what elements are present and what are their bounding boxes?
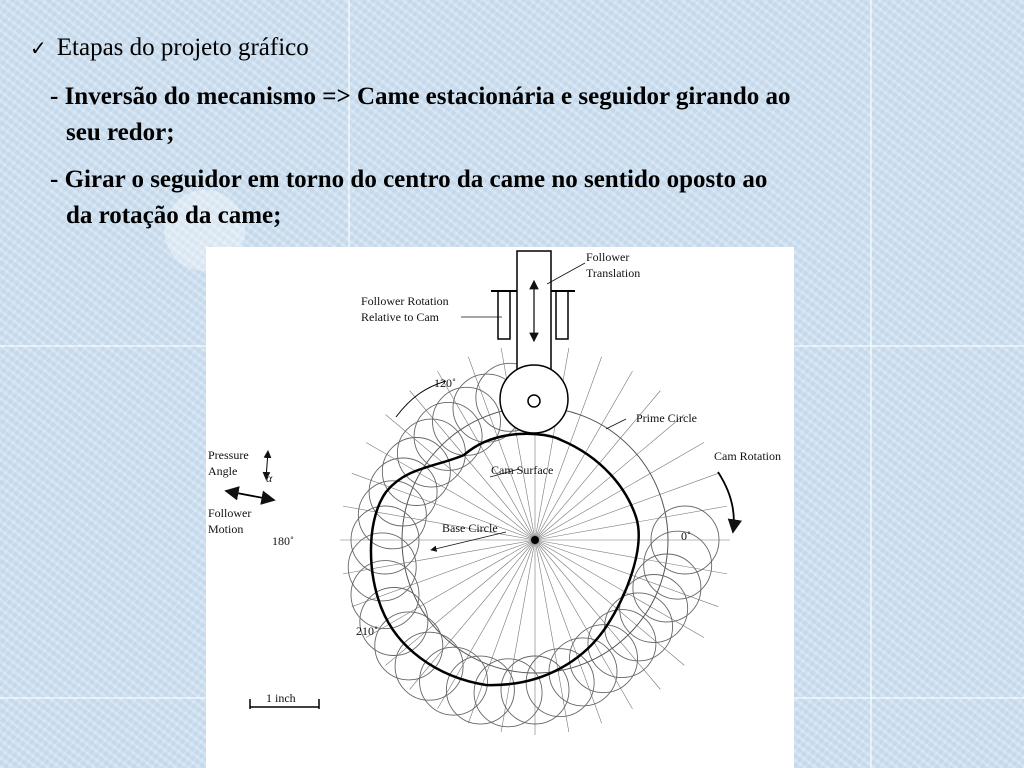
label-follower-translation: Translation bbox=[586, 266, 641, 280]
label-cam-surface: Cam Surface bbox=[491, 463, 554, 477]
cam-rotation-arrow bbox=[718, 472, 734, 532]
label-follower-motion: Motion bbox=[208, 522, 244, 536]
label-cam-rotation: Cam Rotation bbox=[714, 449, 781, 463]
step-line: seu redor; bbox=[66, 119, 175, 146]
radial-line bbox=[410, 540, 535, 689]
radial-line bbox=[535, 415, 684, 540]
step-line: - Inversão do mecanismo => Came estacionária e seguidor girando ao bbox=[50, 83, 791, 110]
cam-center bbox=[531, 536, 539, 544]
bullet-text: Etapas do projeto gráfico bbox=[56, 34, 309, 61]
label-follower-translation: Follower bbox=[586, 250, 630, 264]
label-alpha: α bbox=[266, 471, 273, 485]
label-follower-rotation: Relative to Cam bbox=[361, 310, 439, 324]
follower-roller bbox=[500, 365, 568, 433]
step-line: - Girar o seguidor em torno do centro da came no sentido oposto ao bbox=[50, 166, 768, 193]
label-base-circle: Base Circle bbox=[442, 521, 498, 535]
label-angle-120: 120˚ bbox=[434, 376, 456, 390]
cam-diagram-svg bbox=[206, 247, 794, 768]
label-prime-circle: Prime Circle bbox=[636, 411, 697, 425]
step-rotate bbox=[50, 162, 1000, 234]
follower-motion-arrow bbox=[226, 491, 274, 500]
label-angle-180: 180˚ bbox=[272, 534, 294, 548]
bullet-heading bbox=[30, 34, 309, 62]
label-follower-motion: Follower bbox=[208, 506, 252, 520]
step-inversion bbox=[50, 79, 1000, 151]
label-angle-210: 210˚ bbox=[356, 624, 378, 638]
label-scale: 1 inch bbox=[266, 691, 296, 705]
cam-diagram bbox=[206, 247, 794, 768]
label-pressure-angle: Pressure bbox=[208, 448, 249, 462]
label-angle-0: 0˚ bbox=[681, 529, 691, 543]
checkmark-icon: ✓ bbox=[30, 36, 47, 60]
follower-guide-right bbox=[556, 291, 568, 339]
follower-guide-left bbox=[498, 291, 510, 339]
label-pressure-angle: Angle bbox=[208, 464, 238, 478]
label-follower-rotation: Follower Rotation bbox=[361, 294, 449, 308]
step-line: da rotação da came; bbox=[66, 202, 282, 229]
